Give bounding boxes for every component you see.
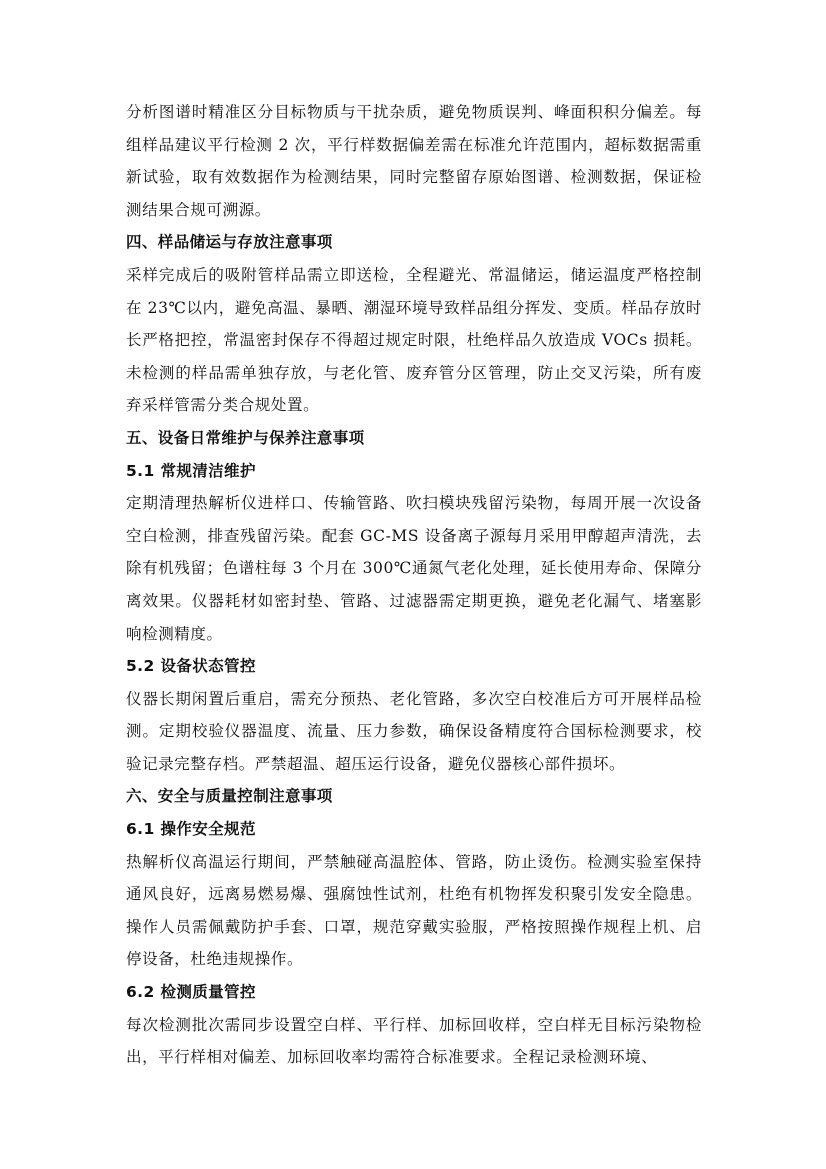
section-heading-6: 六、安全与质量控制注意事项 [126, 787, 333, 806]
paragraph-operation-safety: 热解析仪高温运行期间，严禁触碰高温腔体、管路，防止烫伤。检测实验室保持通风良好，远离易燃易爆、强腐蚀性试剂，杜绝有机物挥发积聚引发安全隐患。操作人员需佩戴防护手套、口罩，规范穿戴实验服，严格按照操作规程上机、启停设备，杜绝违规操作。 [126, 852, 702, 969]
paragraph-device-status: 仪器长期闲置后重启，需充分预热、老化管路，多次空白校准后方可开展样品检测。定期校验仪器温度、流量、压力参数，确保设备精度符合国标检测要求，校验记录完整存档。严禁超温、超压运行设备，避免仪器核心部件损坏。 [126, 689, 702, 773]
paragraph-analysis-continued: 分析图谱时精准区分目标物质与干扰杂质，避免物质误判、峰面积积分偏差。每组样品建议平行检测 2 次，平行样数据偏差需在标准允许范围内，超标数据需重新试验，取有效数据作为检测结果，同时完整留存原始图谱、检测数据，保证检测结果合规可溯源。 [126, 103, 702, 219]
paragraph-routine-cleaning: 定期清理热解析仪进样口、传输管路、吹扫模块残留污染物，每周开展一次设备空白检测，排查残留污染。配套 GC-MS 设备离子源每月采用甲醇超声清洗，去除有机残留；色谱柱每 3 个月在 300℃通氮气老化处理，延长使用寿命、保障分离效果。仪器耗材如密封垫、管路、过滤器需定期更换，避免老化漏气、堵塞影响检测精度。 [126, 494, 702, 643]
subsection-heading-6-1: 6.1 操作安全规范 [126, 820, 256, 839]
section-heading-4: 四、样品储运与存放注意事项 [126, 233, 333, 252]
paragraph-sample-storage: 采样完成后的吸附管样品需立即送检，全程避光、常温储运，储运温度严格控制在 23℃以内，避免高温、暴晒、潮湿环境导致样品组分挥发、变质。样品存放时长严格把控，常温密封保存不得超过规定时限，杜绝样品久放造成 VOCs 损耗。未检测的样品需单独存放，与老化管、废弃管分区管理，防止交叉污染，所有废弃采样管需分类合规处置。 [126, 265, 702, 415]
subsection-heading-6-2: 6.2 检测质量管控 [126, 983, 256, 1002]
paragraph-quality-control: 每次检测批次需同步设置空白样、平行样、加标回收样，空白样无目标污染物检出，平行样相对偏差、加标回收率均需符合标准要求。全程记录检测环境、 [126, 1015, 702, 1067]
subsection-heading-5-2: 5.2 设备状态管控 [126, 657, 256, 676]
document-page [126, 96, 702, 1074]
section-heading-5: 五、设备日常维护与保养注意事项 [126, 428, 365, 447]
subsection-heading-5-1: 5.1 常规清洁维护 [126, 461, 256, 480]
